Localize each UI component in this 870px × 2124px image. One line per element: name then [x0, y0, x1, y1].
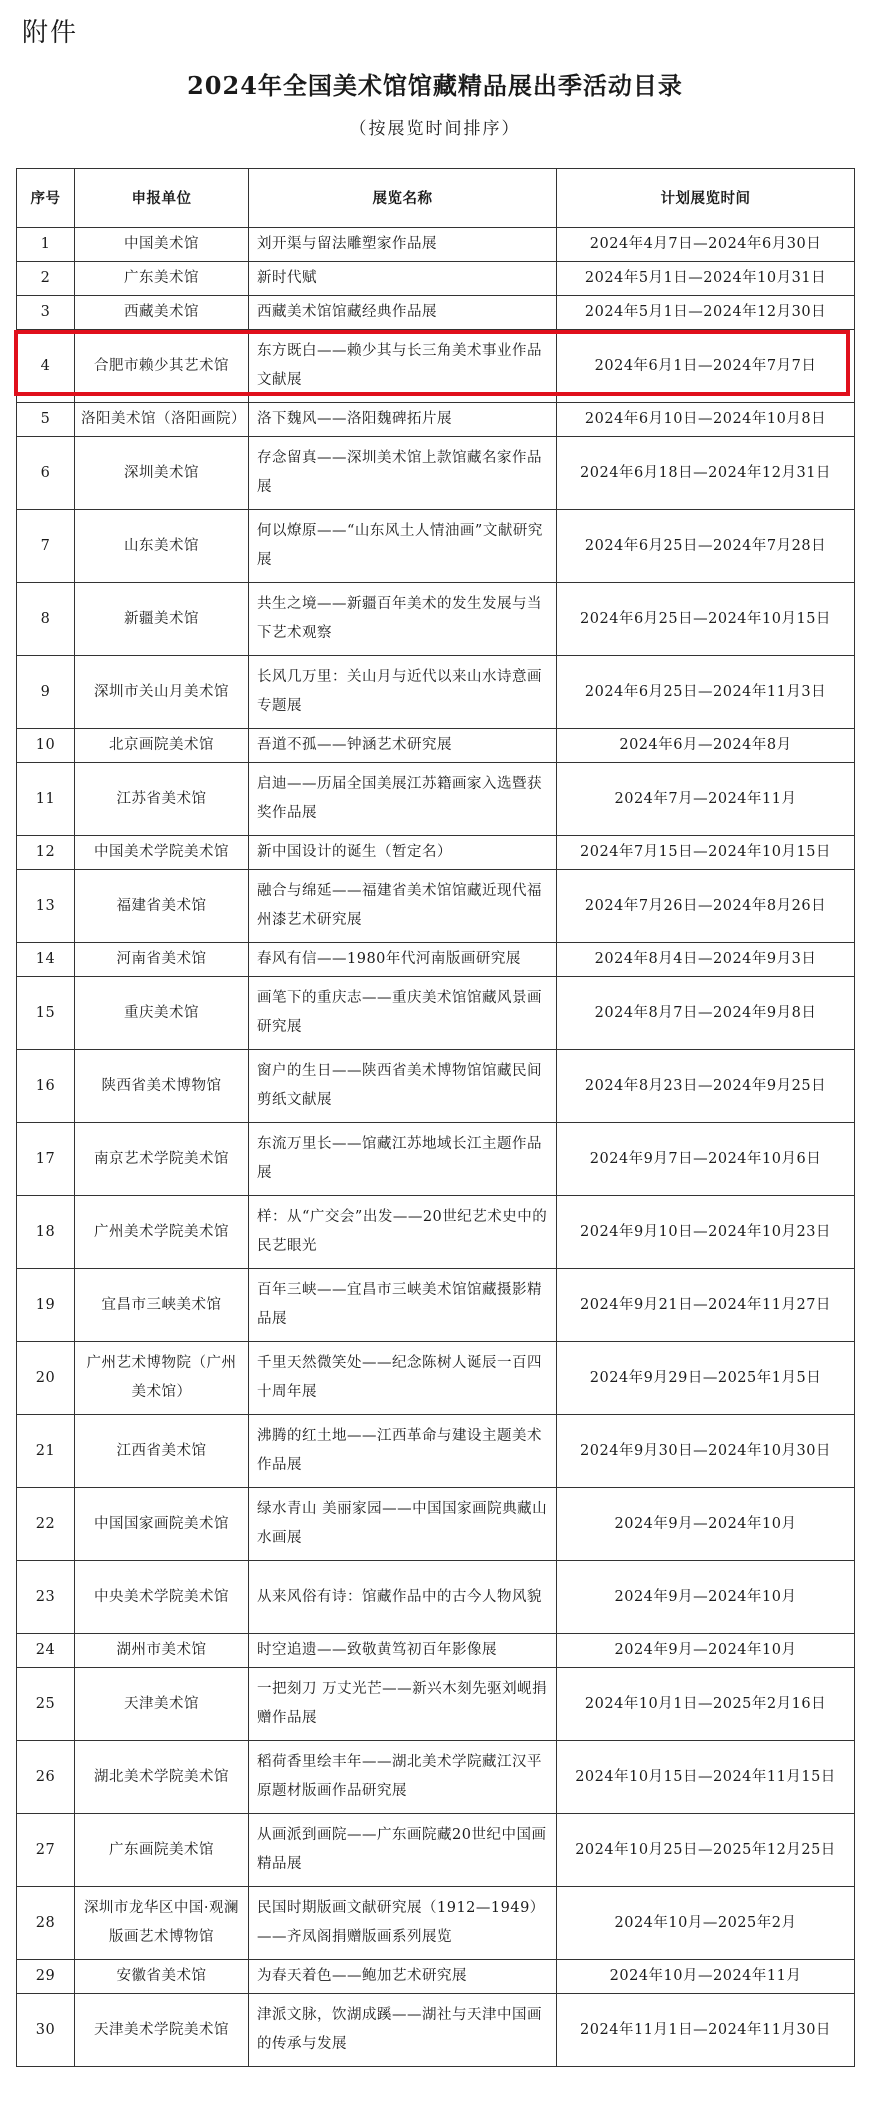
row-number: 7: [17, 510, 75, 583]
table-row: [17, 870, 855, 943]
row-organization: 深圳市龙华区中国·观澜版画艺术博物馆: [75, 1887, 249, 1960]
row-organization: 山东美术馆: [75, 510, 249, 583]
row-dates: 2024年4月7日—2024年6月30日: [557, 228, 855, 262]
table-row: [17, 1342, 855, 1415]
table-row: [17, 583, 855, 656]
table-row: [17, 1668, 855, 1741]
row-organization: 中国美术学院美术馆: [75, 836, 249, 870]
row-dates: 2024年8月7日—2024年9月8日: [557, 977, 855, 1050]
row-exhibition-name: 吾道不孤——钟涵艺术研究展: [249, 729, 557, 763]
document-title: 2024年全国美术馆馆藏精品展出季活动目录: [187, 71, 683, 100]
row-dates: 2024年7月15日—2024年10月15日: [557, 836, 855, 870]
row-number: 20: [17, 1342, 75, 1415]
row-exhibition-name: 时空追遗——致敬黄笃初百年影像展: [249, 1634, 557, 1668]
row-organization: 广东画院美术馆: [75, 1814, 249, 1887]
row-dates: 2024年6月25日—2024年11月3日: [557, 656, 855, 729]
row-exhibition-name: 一把刻刀 万丈光芒——新兴木刻先驱刘岘捐赠作品展: [249, 1668, 557, 1741]
row-dates: 2024年6月25日—2024年7月28日: [557, 510, 855, 583]
row-organization: 深圳美术馆: [75, 437, 249, 510]
table-row: [17, 228, 855, 262]
table-row: [17, 943, 855, 977]
row-number: 12: [17, 836, 75, 870]
row-organization: 洛阳美术馆（洛阳画院）: [75, 403, 249, 437]
row-number: 18: [17, 1196, 75, 1269]
row-exhibition-name: 长风几万里：关山月与近代以来山水诗意画专题展: [249, 656, 557, 729]
row-dates: 2024年8月4日—2024年9月3日: [557, 943, 855, 977]
row-dates: 2024年5月1日—2024年12月30日: [557, 296, 855, 330]
row-number: 6: [17, 437, 75, 510]
table-row: [17, 1196, 855, 1269]
row-exhibition-name: 刘开渠与留法雕塑家作品展: [249, 228, 557, 262]
row-number: 9: [17, 656, 75, 729]
row-organization: 重庆美术馆: [75, 977, 249, 1050]
table-row: [17, 763, 855, 836]
row-number: 11: [17, 763, 75, 836]
row-dates: 2024年9月30日—2024年10月30日: [557, 1415, 855, 1488]
row-exhibition-name: 洛下魏风——洛阳魏碑拓片展: [249, 403, 557, 437]
row-organization: 新疆美术馆: [75, 583, 249, 656]
row-exhibition-name: 画笔下的重庆志——重庆美术馆馆藏风景画研究展: [249, 977, 557, 1050]
row-number: 21: [17, 1415, 75, 1488]
row-exhibition-name: 融合与绵延——福建省美术馆馆藏近现代福州漆艺术研究展: [249, 870, 557, 943]
row-organization: 福建省美术馆: [75, 870, 249, 943]
row-dates: 2024年9月—2024年10月: [557, 1561, 855, 1634]
row-number: 1: [17, 228, 75, 262]
row-number: 24: [17, 1634, 75, 1668]
row-exhibition-name: 津派文脉，饮湖成蹊——湖社与天津中国画的传承与发展: [249, 1994, 557, 2067]
row-organization: 湖北美术学院美术馆: [75, 1741, 249, 1814]
row-number: 2: [17, 262, 75, 296]
row-dates: 2024年8月23日—2024年9月25日: [557, 1050, 855, 1123]
row-exhibition-name: 新中国设计的诞生（暂定名）: [249, 836, 557, 870]
row-dates: 2024年10月—2024年11月: [557, 1960, 855, 1994]
row-exhibition-name: 东流万里长——馆藏江苏地域长江主题作品展: [249, 1123, 557, 1196]
header-planned-dates: 计划展览时间: [557, 169, 855, 228]
table-row: [17, 1123, 855, 1196]
row-organization: 北京画院美术馆: [75, 729, 249, 763]
row-organization: 天津美术学院美术馆: [75, 1994, 249, 2067]
table-row: [17, 262, 855, 296]
row-exhibition-name: 新时代赋: [249, 262, 557, 296]
table-row: [17, 1887, 855, 1960]
row-number: 28: [17, 1887, 75, 1960]
row-number: 13: [17, 870, 75, 943]
table-row: [17, 656, 855, 729]
row-dates: 2024年7月26日—2024年8月26日: [557, 870, 855, 943]
row-number: 14: [17, 943, 75, 977]
row-exhibition-name: 东方既白——赖少其与长三角美术事业作品文献展: [249, 330, 557, 403]
row-exhibition-name: 绿水青山 美丽家园——中国国家画院典藏山水画展: [249, 1488, 557, 1561]
row-dates: 2024年5月1日—2024年10月31日: [557, 262, 855, 296]
row-number: 5: [17, 403, 75, 437]
row-number: 23: [17, 1561, 75, 1634]
table-row: [17, 1634, 855, 1668]
row-exhibition-name: 春风有信——1980年代河南版画研究展: [249, 943, 557, 977]
row-dates: 2024年6月10日—2024年10月8日: [557, 403, 855, 437]
row-dates: 2024年6月—2024年8月: [557, 729, 855, 763]
row-number: 4: [17, 330, 75, 403]
row-organization: 安徽省美术馆: [75, 1960, 249, 1994]
table-row-highlighted: [17, 330, 855, 403]
row-dates: 2024年10月1日—2025年2月16日: [557, 1668, 855, 1741]
row-number: 26: [17, 1741, 75, 1814]
row-number: 25: [17, 1668, 75, 1741]
row-exhibition-name: 千里天然微笑处——纪念陈树人诞辰一百四十周年展: [249, 1342, 557, 1415]
table-row: [17, 1960, 855, 1994]
row-organization: 陕西省美术博物馆: [75, 1050, 249, 1123]
row-number: 30: [17, 1994, 75, 2067]
row-exhibition-name: 为春天着色——鲍加艺术研究展: [249, 1960, 557, 1994]
row-organization: 天津美术馆: [75, 1668, 249, 1741]
row-exhibition-name: 启迪——历届全国美展江苏籍画家入选暨获奖作品展: [249, 763, 557, 836]
row-dates: 2024年9月10日—2024年10月23日: [557, 1196, 855, 1269]
row-exhibition-name: 何以燎原——“山东风土人情油画”文献研究展: [249, 510, 557, 583]
row-dates: 2024年11月1日—2024年11月30日: [557, 1994, 855, 2067]
row-organization: 广东美术馆: [75, 262, 249, 296]
header-organization: 申报单位: [75, 169, 249, 228]
row-dates: 2024年7月—2024年11月: [557, 763, 855, 836]
table-row: [17, 510, 855, 583]
row-organization: 西藏美术馆: [75, 296, 249, 330]
row-exhibition-name: 存念留真——深圳美术馆上款馆藏名家作品展: [249, 437, 557, 510]
table-row: [17, 1269, 855, 1342]
row-exhibition-name: 稻荷香里绘丰年——湖北美术学院藏江汉平原题材版画作品研究展: [249, 1741, 557, 1814]
table-row: [17, 1488, 855, 1561]
row-number: 8: [17, 583, 75, 656]
row-organization: 河南省美术馆: [75, 943, 249, 977]
table-row: [17, 977, 855, 1050]
table-row: [17, 296, 855, 330]
exhibition-table: [16, 168, 855, 2067]
row-number: 3: [17, 296, 75, 330]
table-header-row: [17, 169, 855, 228]
row-organization: 广州艺术博物院（广州美术馆）: [75, 1342, 249, 1415]
table-row: [17, 1814, 855, 1887]
header-number: 序号: [17, 169, 75, 228]
document-subtitle: （按展览时间排序）: [349, 119, 521, 139]
row-exhibition-name: 百年三峡——宜昌市三峡美术馆馆藏摄影精品展: [249, 1269, 557, 1342]
row-exhibition-name: 共生之境——新疆百年美术的发生发展与当下艺术观察: [249, 583, 557, 656]
row-organization: 南京艺术学院美术馆: [75, 1123, 249, 1196]
row-exhibition-name: 窗户的生日——陕西省美术博物馆馆藏民间剪纸文献展: [249, 1050, 557, 1123]
row-exhibition-name: 从画派到画院——广东画院藏20世纪中国画精品展: [249, 1814, 557, 1887]
table-row: [17, 1994, 855, 2067]
row-dates: 2024年9月29日—2025年1月5日: [557, 1342, 855, 1415]
row-number: 29: [17, 1960, 75, 1994]
row-number: 10: [17, 729, 75, 763]
row-organization: 中央美术学院美术馆: [75, 1561, 249, 1634]
row-number: 17: [17, 1123, 75, 1196]
row-organization: 宜昌市三峡美术馆: [75, 1269, 249, 1342]
row-organization: 中国国家画院美术馆: [75, 1488, 249, 1561]
table-row: [17, 437, 855, 510]
row-exhibition-name: 西藏美术馆馆藏经典作品展: [249, 296, 557, 330]
table-row: [17, 1741, 855, 1814]
row-dates: 2024年10月15日—2024年11月15日: [557, 1741, 855, 1814]
row-organization: 湖州市美术馆: [75, 1634, 249, 1668]
row-dates: 2024年10月25日—2025年12月25日: [557, 1814, 855, 1887]
row-number: 15: [17, 977, 75, 1050]
row-organization: 深圳市关山月美术馆: [75, 656, 249, 729]
row-dates: 2024年10月—2025年2月: [557, 1887, 855, 1960]
row-exhibition-name: 从来风俗有诗：馆藏作品中的古今人物风貌: [249, 1561, 557, 1634]
row-dates: 2024年9月7日—2024年10月6日: [557, 1123, 855, 1196]
row-organization: 江苏省美术馆: [75, 763, 249, 836]
row-organization: 广州美术学院美术馆: [75, 1196, 249, 1269]
row-dates: 2024年6月18日—2024年12月31日: [557, 437, 855, 510]
attachment-label: 附件: [22, 18, 79, 48]
table-row: [17, 836, 855, 870]
table-row: [17, 729, 855, 763]
row-number: 27: [17, 1814, 75, 1887]
row-organization: 中国美术馆: [75, 228, 249, 262]
table-row: [17, 1415, 855, 1488]
row-exhibition-name: 样：从“广交会”出发——20世纪艺术史中的民艺眼光: [249, 1196, 557, 1269]
row-organization: 江西省美术馆: [75, 1415, 249, 1488]
row-exhibition-name: 民国时期版画文献研究展（1912—1949）——齐凤阁捐赠版画系列展览: [249, 1887, 557, 1960]
row-number: 22: [17, 1488, 75, 1561]
header-exhibition-name: 展览名称: [249, 169, 557, 228]
row-dates: 2024年6月1日—2024年7月7日: [557, 330, 855, 403]
row-exhibition-name: 沸腾的红土地——江西革命与建设主题美术作品展: [249, 1415, 557, 1488]
row-dates: 2024年9月—2024年10月: [557, 1634, 855, 1668]
table-row: [17, 1561, 855, 1634]
row-dates: 2024年9月—2024年10月: [557, 1488, 855, 1561]
row-number: 16: [17, 1050, 75, 1123]
row-organization: 合肥市赖少其艺术馆: [75, 330, 249, 403]
row-dates: 2024年6月25日—2024年10月15日: [557, 583, 855, 656]
table-row: [17, 1050, 855, 1123]
row-number: 19: [17, 1269, 75, 1342]
row-dates: 2024年9月21日—2024年11月27日: [557, 1269, 855, 1342]
table-row: [17, 403, 855, 437]
